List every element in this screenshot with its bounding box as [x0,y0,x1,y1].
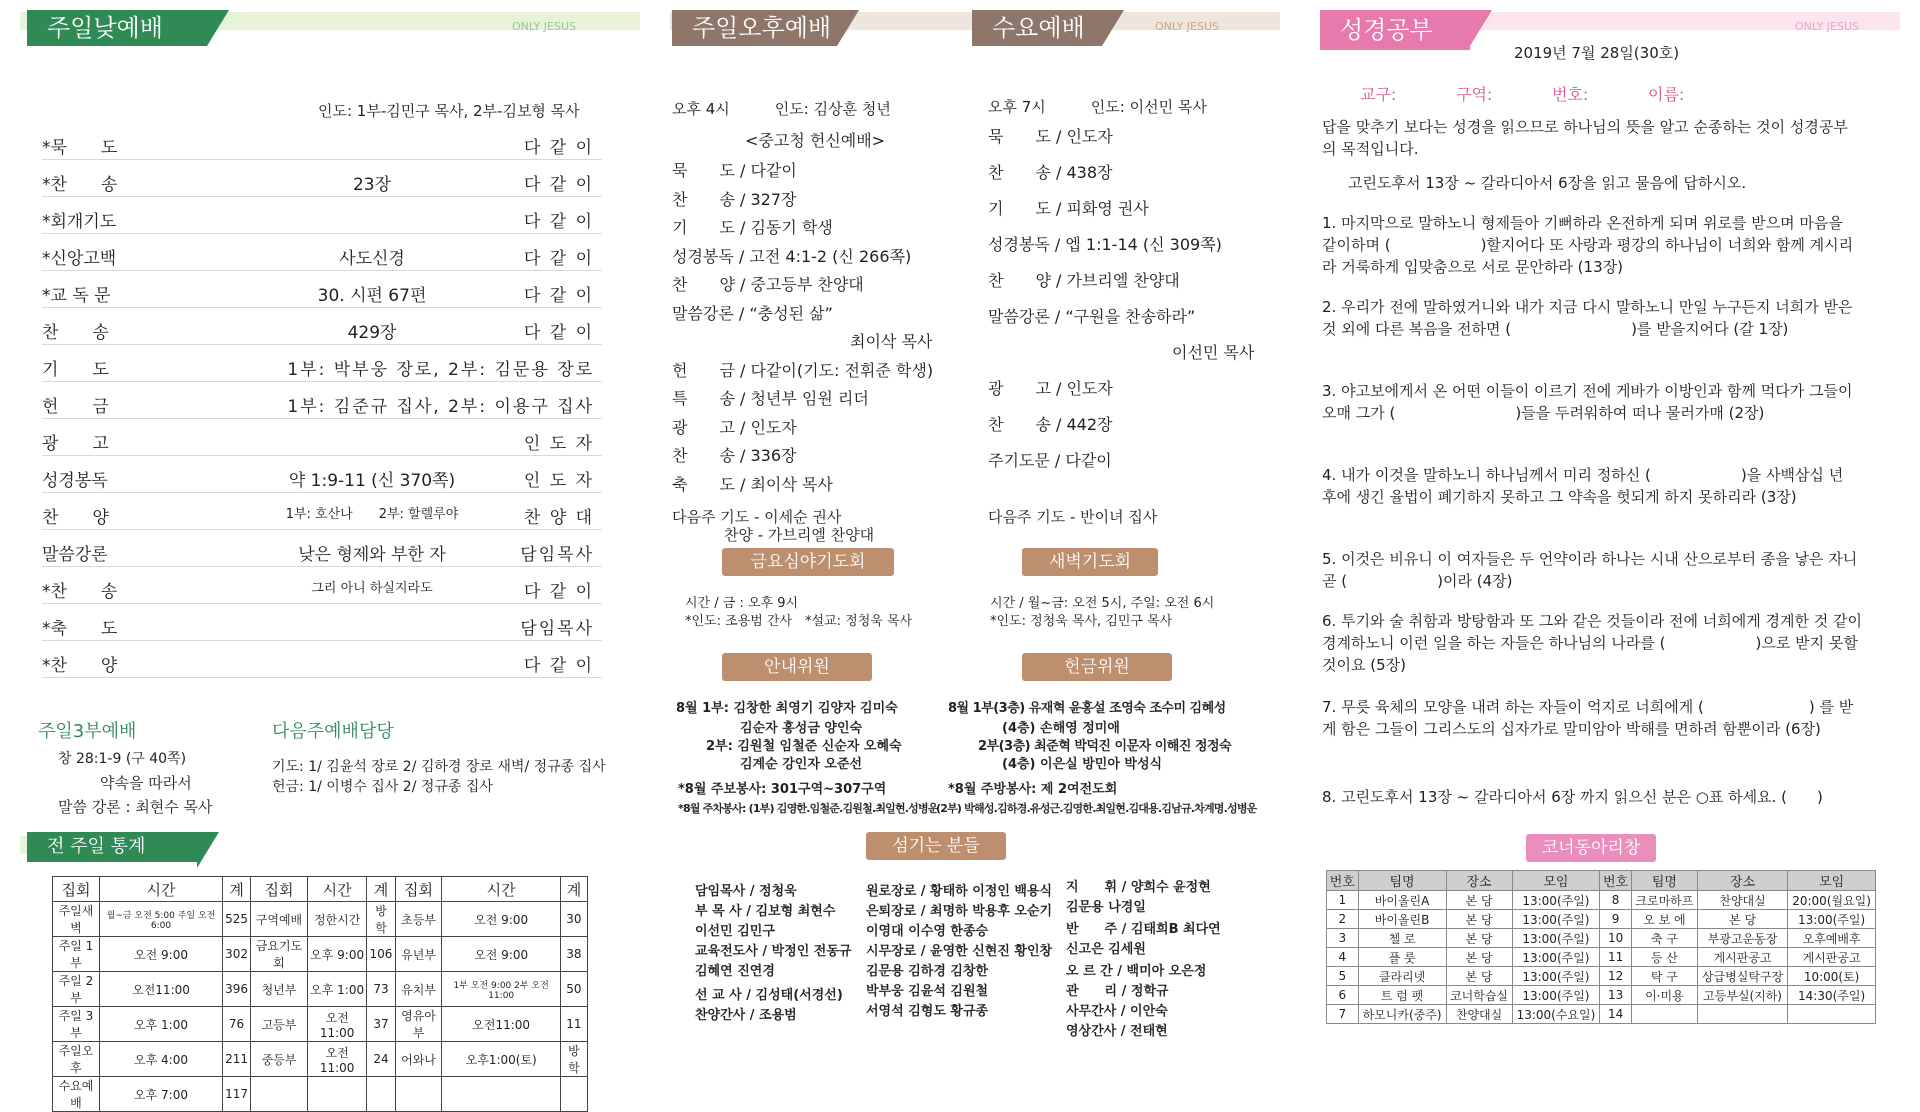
servant-line: 교육전도사 / 박정인 전동규 [695,944,852,959]
wed-order-row: 묵 도 / 인도자 [988,127,1113,146]
table-cell: 9 [1600,910,1632,929]
pm-order-row: 기 도 / 김동기 학생 [672,218,833,237]
table-cell: 본 당 [1446,929,1512,948]
table-cell: 12 [1600,967,1632,986]
dawn-time: 시간 / 월~금: 오전 5시, 주일: 오전 6시 [990,596,1215,611]
order-row [42,573,602,604]
table-cell: 10 [1600,929,1632,948]
table-cell: 찬양대실 [1697,891,1787,910]
table-cell: 10:00(토) [1788,967,1876,986]
order-label: *묵 도 [42,138,118,158]
order-label: 성경봉독 [42,471,108,491]
wed-order-row: 말씀강론 / “구원을 찬송하라” [988,307,1196,326]
stats-title: 전 주일 통계 [27,832,197,862]
table-cell: 오후 1:00 [99,1007,222,1042]
order-label: *교 독 문 [42,286,111,306]
friday-time: 시간 / 금 : 오후 9시 [685,596,799,611]
field-name: 이름: [1648,85,1685,104]
table-cell [1631,1005,1697,1024]
order-label: 찬 송 [42,323,109,343]
order-person: 1부: 박부웅 장로, 2부: 김문용 장로 [287,360,594,380]
table-cell: 73 [367,972,395,1007]
clubs-title: 코너동아리창 [1526,834,1656,862]
order-content: 약 1:9-11 (신 370쪽) [288,471,456,491]
order-row [42,277,602,308]
order-content: 30. 시편 67편 [317,286,427,306]
servant-line: 김문용 김하경 김창한 [866,964,989,979]
wed-order-row: 기 도 / 피화영 권사 [988,199,1149,218]
table-cell: 게시판공고 [1697,948,1787,967]
table-cell [367,1077,395,1112]
ushers-line: 김계순 강인자 오준선 [740,757,863,772]
table-cell: 상급병실탁구장 [1697,967,1787,986]
question-7: 7. 무릇 육체의 모양을 내려 하는 자들이 억지로 너희에게 ( ) 를 받게 함은 그들이 그리스도의 십자가로 말미암아 박해를 면하려 함뿐이라 (6장) [1322,698,1854,738]
wed-order-row: 광 고 / 인도자 [988,379,1113,398]
order-label: *찬 송 [42,175,118,195]
table-cell: 오후예배후 [1788,929,1876,948]
table-cell: 월~금 오전 5:00 주일 오전 6:00 [99,902,222,937]
table-cell: 방학 [367,902,395,937]
order-person: 담임목사 [520,545,594,565]
servant-line: 지 휘 / 양희수 윤정현 [1066,880,1211,895]
ushers-duty2: *8월 주차봉사: (1부) 김영한.임철준.김원철.최일현.성병운 [678,802,938,815]
table-cell: 13:00(주일) [1512,967,1600,986]
table-cell: 525 [223,902,251,937]
servant-line: 관 리 / 정학규 [1066,984,1169,999]
table-cell: 본 당 [1446,891,1512,910]
order-label: *찬 송 [42,582,118,602]
table-cell: 오후1:00(토) [442,1042,560,1077]
dawn-leader: *인도: 정청욱 목사, 김민구 목사 [990,614,1173,629]
order-person: 찬 양 대 [523,508,594,528]
table-header: 팀명 [1631,871,1697,891]
order-row [42,129,602,160]
order-person: 다 같 이 [523,249,594,269]
question-2: 2. 우리가 전에 말하였거니와 내가 지금 다시 말하노니 만일 누구든지 너희가 받은 것 외에 다른 복음을 전하면 ( )를 받을지어다 (갈 1장) [1322,298,1853,338]
ushers-duty: *8월 주보봉사: 301구역~307구역 [678,782,887,797]
table-cell: 바이올린B [1358,910,1446,929]
servant-line: 찬양간사 / 조용범 [695,1008,797,1023]
table-cell: 유년부 [395,937,442,972]
wed-order-row: 이선민 목사 [1172,343,1255,362]
friday-leader: *인도: 조용범 간사 *설교: 정청욱 목사 [685,614,913,629]
order-row [42,166,602,197]
sunday-pm-sub: <중고청 헌신예배> [745,131,886,150]
order-person: 인 도 자 [523,434,594,454]
table-cell: 7 [1327,1005,1359,1024]
table-header: 모임 [1512,871,1600,891]
servant-line: 이영대 이수영 한종승 [866,924,989,939]
order-label: *축 도 [42,619,118,639]
table-cell: 14 [1600,1005,1632,1024]
question-5: 5. 이것은 비유니 이 여자들은 두 언약이라 하나는 시내 산으로부터 종을 낳은 자니 곧 ( )이라 (4장) [1322,550,1858,590]
question-4: 4. 내가 이것을 말하노니 하나님께서 미리 정하신 ( )을 사백삼십 년 후에 생긴 율법이 폐기하지 못하고 그 약속을 헛되게 하지 못하리라 (3장) [1322,466,1844,506]
table-cell: 오전11:00 [442,1007,560,1042]
table-cell: 76 [223,1007,251,1042]
third-service-line: 말씀 강론 : 최현수 목사 [58,798,213,816]
table-cell: 오전 9:00 [442,937,560,972]
order-person: 다 같 이 [523,582,594,602]
table-cell [442,1077,560,1112]
table-header: 모임 [1788,871,1876,891]
friday-title: 금요심야기도회 [722,548,894,576]
pm-order-row: 찬 양 / 중고등부 찬양대 [672,275,864,294]
question-3: 3. 야고보에게서 온 어떤 이들이 이르기 전에 게바가 이방인과 함께 먹다가 그들이 오매 그가 ( )들을 두려워하여 떠나 물러가매 (2장) [1322,382,1853,422]
order-label: *신앙고백 [42,249,117,269]
order-person: 다 같 이 [523,212,594,232]
servant-line: 오 르 간 / 백미아 오은정 [1066,964,1207,979]
order-content: 23장 [352,175,392,195]
wed-order-row: 찬 송 / 438장 [988,163,1113,182]
table-cell: 구역예배 [251,902,308,937]
order-content: 사도신경 [339,249,405,269]
table-cell: 오후 4:00 [99,1042,222,1077]
table-cell [560,1077,587,1112]
bible-study-instruction: 고린도후서 13장 ~ 갈라디아서 6장을 읽고 물음에 답하시오. [1348,174,1747,192]
order-label: 말씀강론 [42,545,108,565]
order-person: 담임목사 [520,619,594,639]
club-row [1327,1005,1876,1024]
table-cell: 1 [1327,891,1359,910]
table-cell: 고등부 [251,1007,308,1042]
table-header: 장소 [1446,871,1512,891]
order-row [42,499,602,530]
table-header: 계 [560,877,587,902]
table-cell: 영유아부 [395,1007,442,1042]
table-cell: 유치부 [395,972,442,1007]
club-row [1327,891,1876,910]
table-cell: 오후 9:00 [307,937,367,972]
stats-table [52,876,588,1112]
table-cell: 302 [223,937,251,972]
table-cell: 4 [1327,948,1359,967]
wed-order-row: 주기도문 / 다같이 [988,451,1112,470]
pm-order-row: 헌 금 / 다같이(기도: 전휘준 학생) [672,360,934,380]
table-cell: 트 럼 펫 [1358,986,1446,1005]
wednesday-head: 오후 7시 인도: 이선민 목사 [988,98,1207,116]
table-cell: 부광고운동장 [1697,929,1787,948]
stats-row [53,902,588,937]
field-number: 번호: [1552,85,1589,104]
club-row [1327,986,1876,1005]
pm-order-row: 말씀강론 / “충성된 삶” [672,303,833,323]
table-cell: 주일오후 [53,1042,100,1077]
table-header: 집회 [53,877,100,902]
order-row [42,462,602,493]
servant-line: 반 주 / 김태희B 최다연 [1066,922,1221,937]
order-label: 헌 금 [42,397,109,417]
servant-line: 영상간사 / 전태현 [1066,1024,1168,1039]
table-cell: 주일새벽 [53,902,100,937]
offering-line: (4층) 이은실 방민아 박성식 [1002,757,1163,772]
table-cell: 37 [367,1007,395,1042]
table-cell: 211 [223,1042,251,1077]
servant-line: 담임목사 / 정청욱 [695,884,797,899]
table-cell: 금요기도회 [251,937,308,972]
table-cell: 13:00(주일) [1512,929,1600,948]
table-cell: 등 산 [1631,948,1697,967]
ushers-line: 2부: 김원철 임철준 신순자 오혜숙 [706,739,902,754]
table-header: 시간 [99,877,222,902]
table-cell: 초등부 [395,902,442,937]
pm-order-row: 광 고 / 인도자 [672,417,797,437]
order-row [42,388,602,419]
servants-title: 섬기는 분들 [866,832,1006,860]
servant-line: 이선민 김민구 [695,924,775,939]
club-row [1327,948,1876,967]
stats-row [53,937,588,972]
table-header: 장소 [1697,871,1787,891]
pm-order-row: 성경봉독 / 고전 4:1-2 (신 266쪽) [672,246,912,266]
order-person: 다 같 이 [523,138,594,158]
field-district: 교구: [1360,85,1397,104]
table-cell: 플 룻 [1358,948,1446,967]
order-person: 다 같 이 [523,656,594,676]
question-1: 1. 마지막으로 말하노니 형제들아 기뻐하라 온전하게 되며 위로를 받으며 마음을 같이하며 ( )할지어다 또 사랑과 평강의 하나님이 너희와 함께 계시리라 거룩하게 입맞춤으로 서로 문안하라 (13장) [1322,214,1854,276]
table-cell: 6 [1327,986,1359,1005]
table-cell: 주일 2부 [53,972,100,1007]
servant-line: 부 목 사 / 김보형 최현수 [695,904,836,919]
table-header: 번호 [1327,871,1359,891]
servant-line: 은퇴장로 / 최명하 박용후 오순기 [866,904,1053,919]
offering-line: 8월 1부(3층) 유재혁 윤홍설 조영숙 조수미 김혜성 [948,701,1226,716]
stats-row [53,1042,588,1077]
table-cell: 오전11:00 [99,972,222,1007]
table-cell: 1부 오전 9:00 2부 오전 11:00 [442,972,560,1007]
table-cell: 본 당 [1697,910,1787,929]
table-cell: 주일 3부 [53,1007,100,1042]
sunday-pm-head: 오후 4시 인도: 김상훈 청년 [672,100,891,118]
table-cell: 오전11:00 [307,1042,367,1077]
table-cell: 24 [367,1042,395,1077]
table-cell: 13:00(주일) [1512,948,1600,967]
next-week-line: 헌금: 1/ 이병수 집사 2/ 정규종 집사 [272,779,493,795]
table-cell: 본 당 [1446,967,1512,986]
brand-tag: ONLY JESUS [1155,20,1219,33]
table-cell: 117 [223,1077,251,1112]
club-row [1327,967,1876,986]
table-cell: 하모니카(중주) [1358,1005,1446,1024]
table-cell: 오전11:00 [307,1007,367,1042]
sunday-pm-next-praise: 찬양 - 가브리엘 찬양대 [724,526,875,544]
wednesday-next-prayer: 다음주 기도 - 반이녀 집사 [988,508,1158,526]
table-cell: 본 당 [1446,948,1512,967]
wed-order-row: 성경봉독 / 엡 1:1-14 (신 309쪽) [988,235,1222,254]
sunday-day-leaders: 인도: 1부-김민구 목사, 2부-김보형 목사 [318,102,580,120]
table-cell: 5 [1327,967,1359,986]
wed-order-row: 찬 양 / 가브리엘 찬양대 [988,271,1180,290]
pm-order-row: 특 송 / 청년부 임원 리더 [672,389,869,408]
table-cell: 첼 로 [1358,929,1446,948]
dawn-title: 새벽기도회 [1022,548,1158,576]
table-header: 집회 [395,877,442,902]
table-cell: 13:00(수요일) [1512,1005,1600,1024]
servant-line: 서영석 김형도 황규종 [866,1004,989,1019]
wednesday-title: 수요예배 [972,10,1102,46]
offering-line: (4층) 손해영 정미애 [1002,721,1120,736]
next-week-line: 기도: 1/ 김윤석 장로 2/ 김하경 장로 새벽/ 정규종 집사 [272,759,606,775]
pm-order-row: 찬 송 / 327장 [672,189,797,209]
pm-order-row: 찬 송 / 336장 [672,446,797,465]
table-cell: 수요예배 [53,1077,100,1112]
question-8: 8. 고린도후서 13장 ~ 갈라디아서 6장 까지 읽으신 분은 ○표 하세요. ( ) [1322,788,1823,806]
table-cell: 13:00(주일) [1512,891,1600,910]
club-row [1327,929,1876,948]
offering-title: 헌금위원 [1022,653,1172,681]
ushers-title: 안내위원 [722,653,872,681]
order-label: *찬 양 [42,656,118,676]
table-cell: 13 [1600,986,1632,1005]
table-header: 시간 [442,877,560,902]
table-cell: 청년부 [251,972,308,1007]
third-service-title: 주일3부예배 [38,721,137,742]
table-cell [1788,1005,1876,1024]
servant-line: 원로장로 / 황태하 이정인 백용식 [866,884,1053,899]
table-cell: 396 [223,972,251,1007]
brand-tag: ONLY JESUS [512,20,576,33]
club-row [1327,910,1876,929]
order-person: 인 도 자 [523,471,594,491]
table-cell: 주일 1부 [53,937,100,972]
table-cell: 30 [560,902,587,937]
table-cell: 크로마하프 [1631,891,1697,910]
table-cell: 11 [1600,948,1632,967]
sunday-day-title: 주일낮예배 [27,10,207,46]
order-row [42,536,602,567]
stats-row [53,1077,588,1112]
third-service-line: 약속을 따라서 [100,774,192,792]
order-row [42,203,602,234]
table-header: 팀명 [1358,871,1446,891]
table-cell: 오 보 에 [1631,910,1697,929]
servant-line: 김문용 나경일 [1066,900,1146,915]
table-cell: 13:00(주일) [1512,986,1600,1005]
table-cell: 클라리넷 [1358,967,1446,986]
order-label: *회개기도 [42,212,117,232]
clubs-table [1326,870,1876,1024]
offering-line: 2부(3층) 최준혁 박덕진 이문자 이해진 정정숙 [978,739,1232,754]
table-header: 번호 [1600,871,1632,891]
table-cell [1697,1005,1787,1024]
table-cell: 정한시간 [307,902,367,937]
bible-study-date: 2019년 7월 28일(30호) [1514,44,1680,62]
sunday-pm-next-prayer: 다음주 기도 - 이세순 권사 [672,508,842,526]
ushers-line: 김순자 홍성금 양인숙 [740,721,863,736]
bible-study-intro: 답을 맞추기 보다는 성경을 읽으므로 하나님의 뜻을 알고 순종하는 것이 성경공부의 목적입니다. [1322,118,1848,158]
servant-line: 선 교 사 / 김성태(서경선) [695,988,843,1003]
order-label: 찬 양 [42,508,109,528]
servant-line: 박부웅 김윤석 김원철 [866,984,989,999]
table-cell: 8 [1600,891,1632,910]
table-cell: 중등부 [251,1042,308,1077]
wed-order-row: 찬 송 / 442장 [988,415,1113,434]
pm-order-row: 최이삭 목사 [850,332,933,351]
sunday-pm-title: 주일오후예배 [672,10,837,46]
table-cell: 게시판공고 [1788,948,1876,967]
order-person: 다 같 이 [523,175,594,195]
order-row [42,351,602,382]
order-row [42,240,602,271]
table-cell: 방학 [560,1042,587,1077]
bible-study-title: 성경공부 [1320,10,1470,50]
table-header: 계 [223,877,251,902]
table-cell [251,1077,308,1112]
table-cell [395,1077,442,1112]
table-cell: 106 [367,937,395,972]
next-week-title: 다음주예배담당 [272,721,394,742]
order-row [42,425,602,456]
brand-tag: ONLY JESUS [1795,20,1859,33]
table-cell: 축 구 [1631,929,1697,948]
order-row [42,647,602,678]
pm-order-row: 묵 도 / 다같이 [672,161,797,180]
servant-line: 신고은 김세원 [1066,942,1146,957]
table-cell: 이·미용 [1631,986,1697,1005]
order-content: 그리 아니 하실지라도 [311,581,433,596]
offering-duty: *8월 주방봉사: 제 2여전도회 [948,782,1118,797]
table-cell: 50 [560,972,587,1007]
order-label: 광 고 [42,434,109,454]
order-content: 1부: 호산나 2부: 할렐루야 [285,507,459,522]
table-cell: 13:00(주일) [1788,910,1876,929]
order-row [42,314,602,345]
table-cell: 13:00(주일) [1512,910,1600,929]
servant-line: 시무장로 / 윤영한 신현진 황인창 [866,944,1053,959]
table-cell [307,1077,367,1112]
order-content: 429장 [347,323,397,343]
servant-line: 사무간사 / 이안숙 [1066,1004,1168,1019]
table-header: 계 [367,877,395,902]
table-cell: 오후 7:00 [99,1077,222,1112]
table-cell: 코너학습실 [1446,986,1512,1005]
order-person: 다 같 이 [523,286,594,306]
table-cell: 11 [560,1007,587,1042]
stats-row [53,1007,588,1042]
table-cell: 바이올린A [1358,891,1446,910]
servant-line: 김혜연 진연경 [695,964,775,979]
third-service-line: 창 28:1-9 (구 40쪽) [58,751,187,767]
order-content: 낮은 형제와 부한 자 [298,545,446,565]
table-cell: 탁 구 [1631,967,1697,986]
table-header: 시간 [307,877,367,902]
table-cell: 20:00(월요일) [1788,891,1876,910]
table-cell: 어와나 [395,1042,442,1077]
stats-row [53,972,588,1007]
field-group: 구역: [1456,85,1493,104]
table-cell: 2 [1327,910,1359,929]
order-row [42,610,602,641]
offering-duty2: (2부) 박해성.김하경.유성근.김영한.최일현.김대용.김남규.차계명.성병운 [936,802,1257,815]
order-label: 기 도 [42,360,109,380]
table-cell: 38 [560,937,587,972]
table-cell: 14:30(주일) [1788,986,1876,1005]
table-cell: 오전 9:00 [99,937,222,972]
question-6: 6. 투기와 술 취함과 방탕함과 또 그와 같은 것들이라 전에 너희에게 경계한 것 같이 경계하노니 이런 일을 하는 자들은 하나님의 나라를 ( )으로 받지 못할 것이요 (5장) [1322,612,1862,674]
table-cell: 3 [1327,929,1359,948]
table-cell: 본 당 [1446,910,1512,929]
order-person: 다 같 이 [523,323,594,343]
ushers-line: 8월 1부: 김창한 최영기 김양자 김미숙 [676,701,898,716]
table-cell: 오전 9:00 [442,902,560,937]
table-header: 집회 [251,877,308,902]
table-cell: 찬양대실 [1446,1005,1512,1024]
table-cell: 고등부실(지하) [1697,986,1787,1005]
pm-order-row: 축 도 / 최이삭 목사 [672,474,833,494]
order-person: 1부: 김준규 집사, 2부: 이용구 집사 [287,397,594,417]
table-cell: 오후 1:00 [307,972,367,1007]
